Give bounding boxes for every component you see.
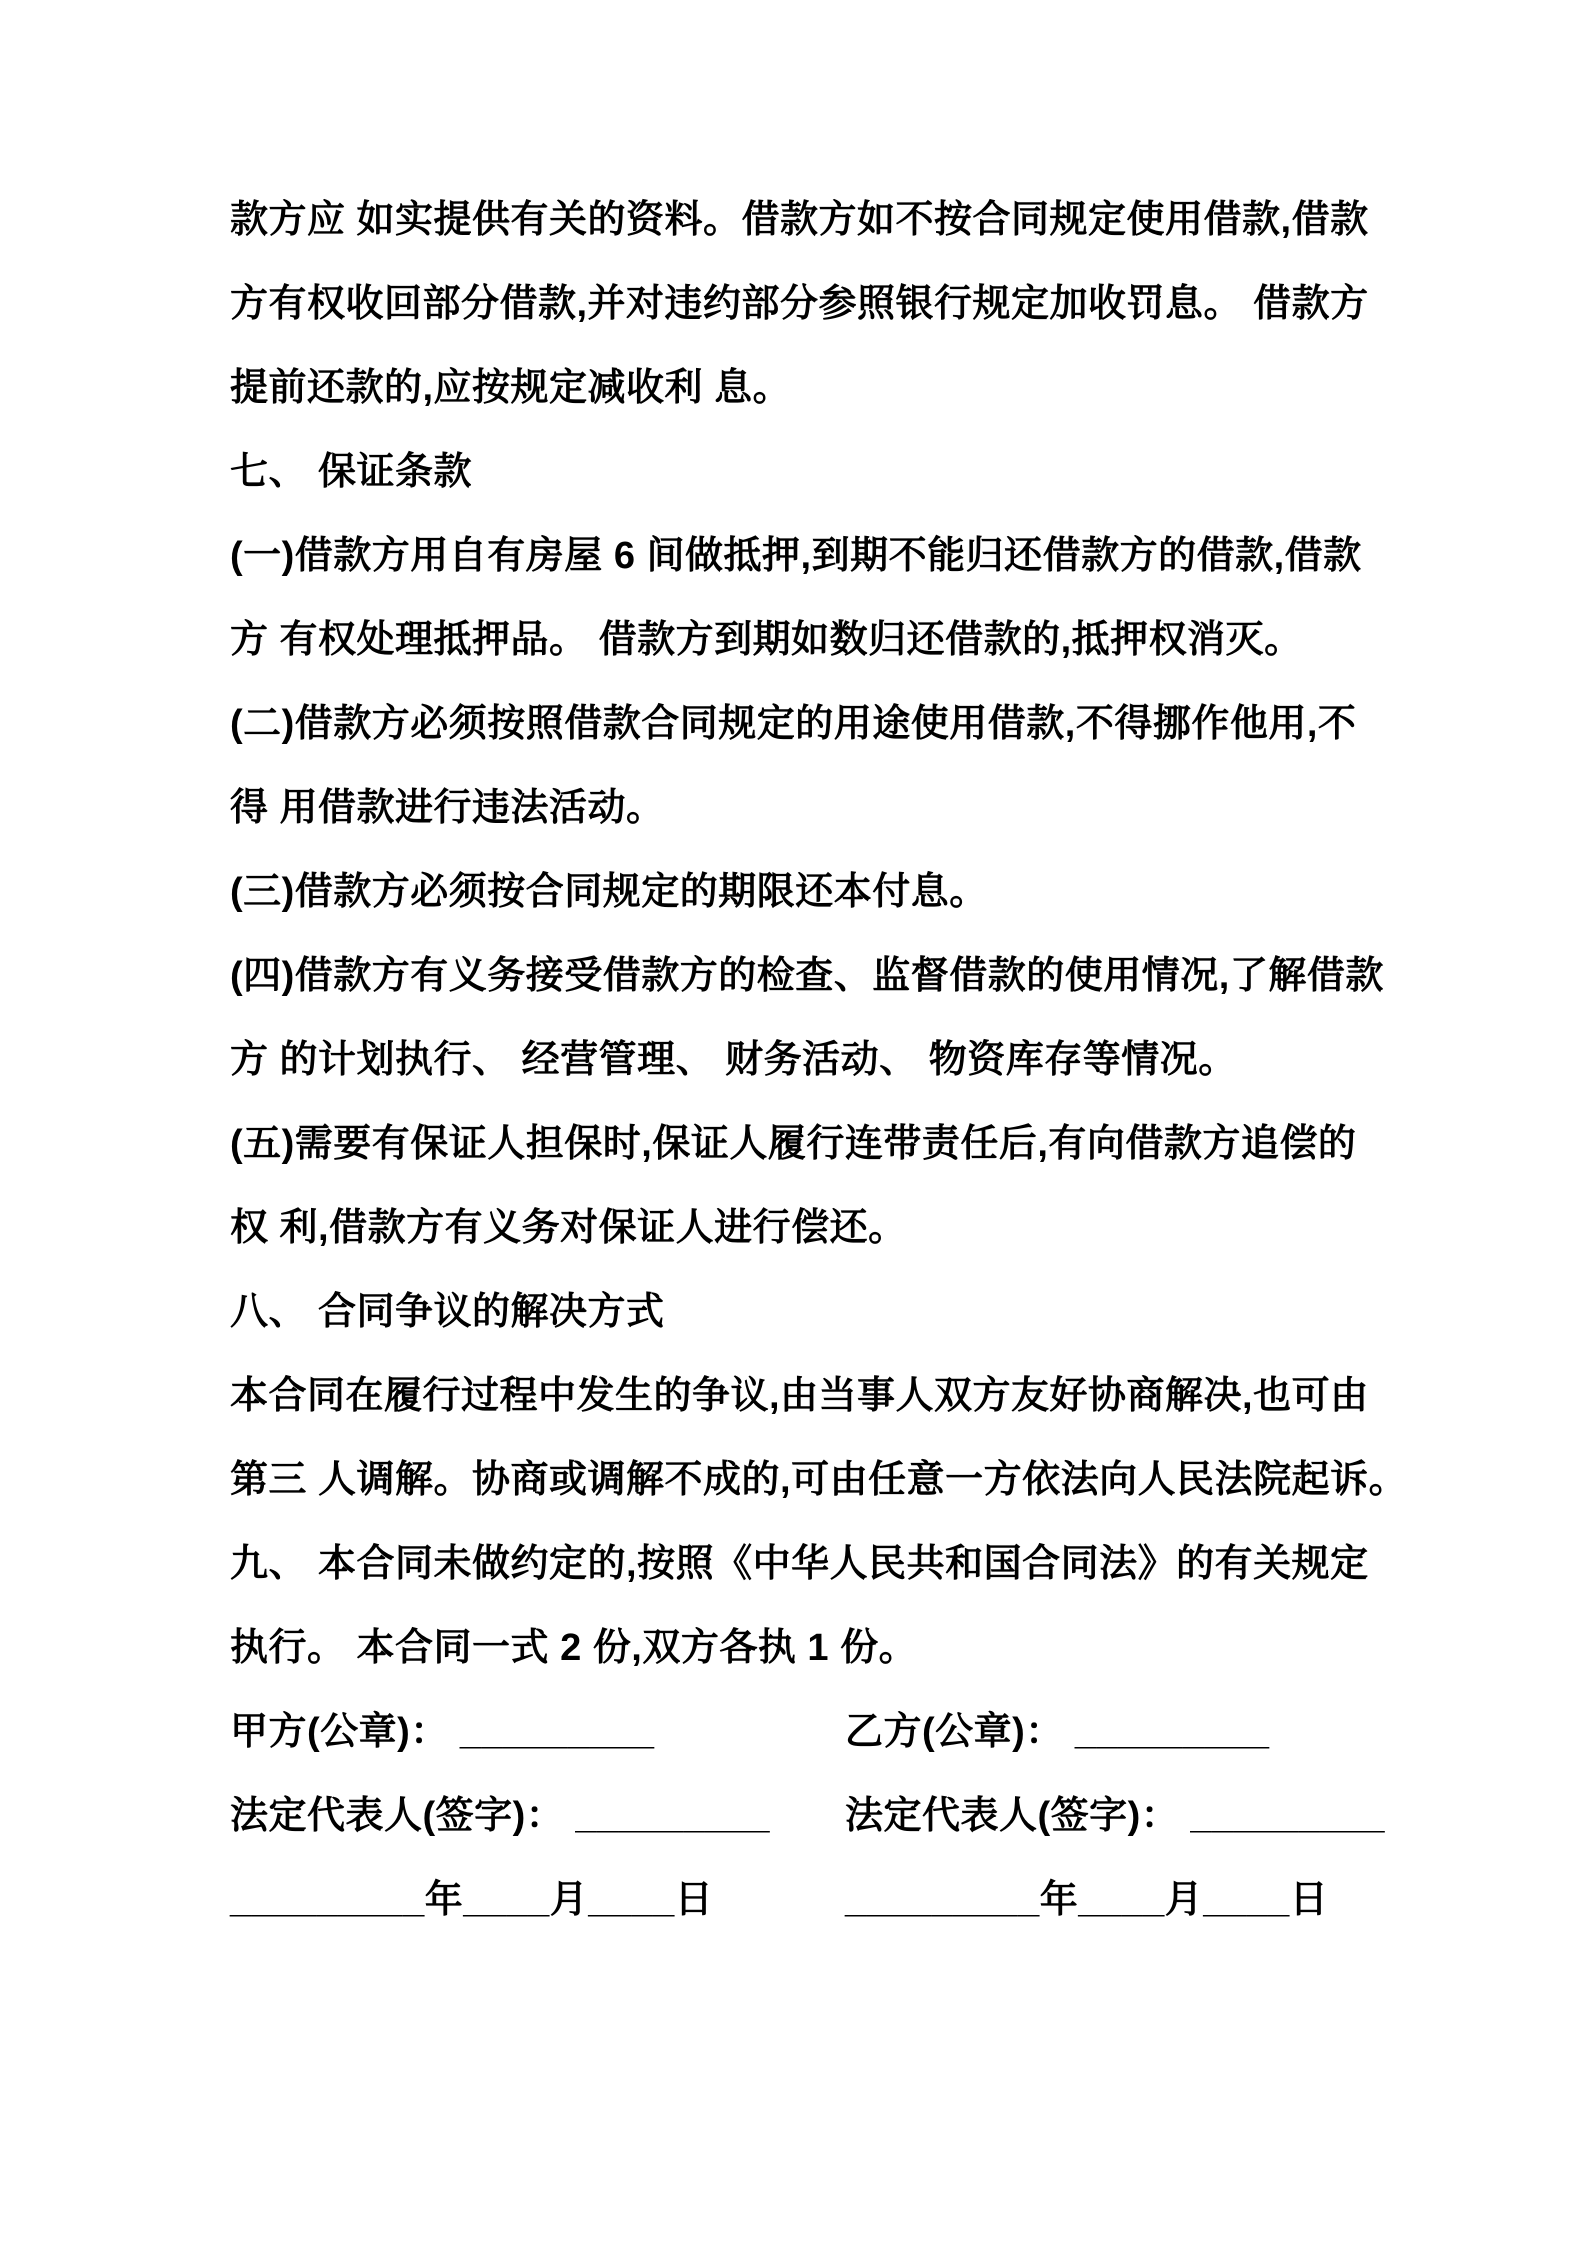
section-heading-dispute-resolution: 八、 合同争议的解决方式 (230, 1291, 665, 1333)
contract-line: (四)借款方有义务接受借款方的检查、监督借款的使用情况,了解借款 (230, 955, 1384, 997)
contract-line: 得 用借款进行违法活动。 (230, 787, 665, 829)
contract-line: (五)需要有保证人担保时,保证人履行连带责任后,有向借款方追偿的 (230, 1123, 1357, 1165)
contract-line: 提前还款的,应按规定减收利 息。 (230, 367, 792, 409)
contract-line: 第三 人调解。协商或调解不成的,可由任意一方依法向人民法院起诉。 (230, 1459, 1408, 1501)
party-a-seal-line: 甲方(公章)： _________ (230, 1711, 655, 1753)
contract-line: 方 有权处理抵押品。 借款方到期如数归还借款的,抵押权消灭。 (230, 619, 1303, 661)
contract-line: 执行。 本合同一式 2 份,双方各执 1 份。 (230, 1627, 918, 1669)
party-a-date-line: _________年____月____日 (230, 1879, 714, 1921)
contract-line: 方 的计划执行、 经营管理、 财务活动、 物资库存等情况。 (230, 1039, 1237, 1081)
party-b-seal-line: 乙方(公章)： _________ (845, 1711, 1270, 1753)
signature-row-seal (230, 1690, 1440, 1774)
party-b-representative-signature-line: 法定代表人(签字)： _________ (845, 1795, 1386, 1837)
party-a-representative-signature-line: 法定代表人(签字)： _________ (230, 1795, 771, 1837)
contract-line: (一)借款方用自有房屋 6 间做抵押,到期不能归还借款方的借款,借款 (230, 535, 1362, 577)
contract-line: 款方应 如实提供有关的资料。借款方如不按合同规定使用借款,借款 (230, 199, 1369, 241)
contract-body (230, 178, 1440, 1942)
section-heading-guarantee-clauses: 七、 保证条款 (230, 451, 473, 493)
contract-line: 本合同在履行过程中发生的争议,由当事人双方友好协商解决,也可由 (230, 1375, 1369, 1417)
section-heading-miscellaneous: 九、 本合同未做约定的,按照《中华人民共和国合同法》的有关规定 (230, 1543, 1369, 1585)
contract-line: 权 利,借款方有义务对保证人进行偿还。 (230, 1207, 907, 1249)
signature-row-representative (230, 1774, 1440, 1858)
contract-line: (二)借款方必须按照借款合同规定的用途使用借款,不得挪作他用,不 (230, 703, 1357, 745)
contract-line: 方有权收回部分借款,并对违约部分参照银行规定加收罚息。 借款方 (230, 283, 1369, 325)
signature-row-date (230, 1858, 1440, 1942)
party-b-date-line: _________年____月____日 (845, 1879, 1329, 1921)
contract-line: (三)借款方必须按合同规定的期限还本付息。 (230, 871, 988, 913)
